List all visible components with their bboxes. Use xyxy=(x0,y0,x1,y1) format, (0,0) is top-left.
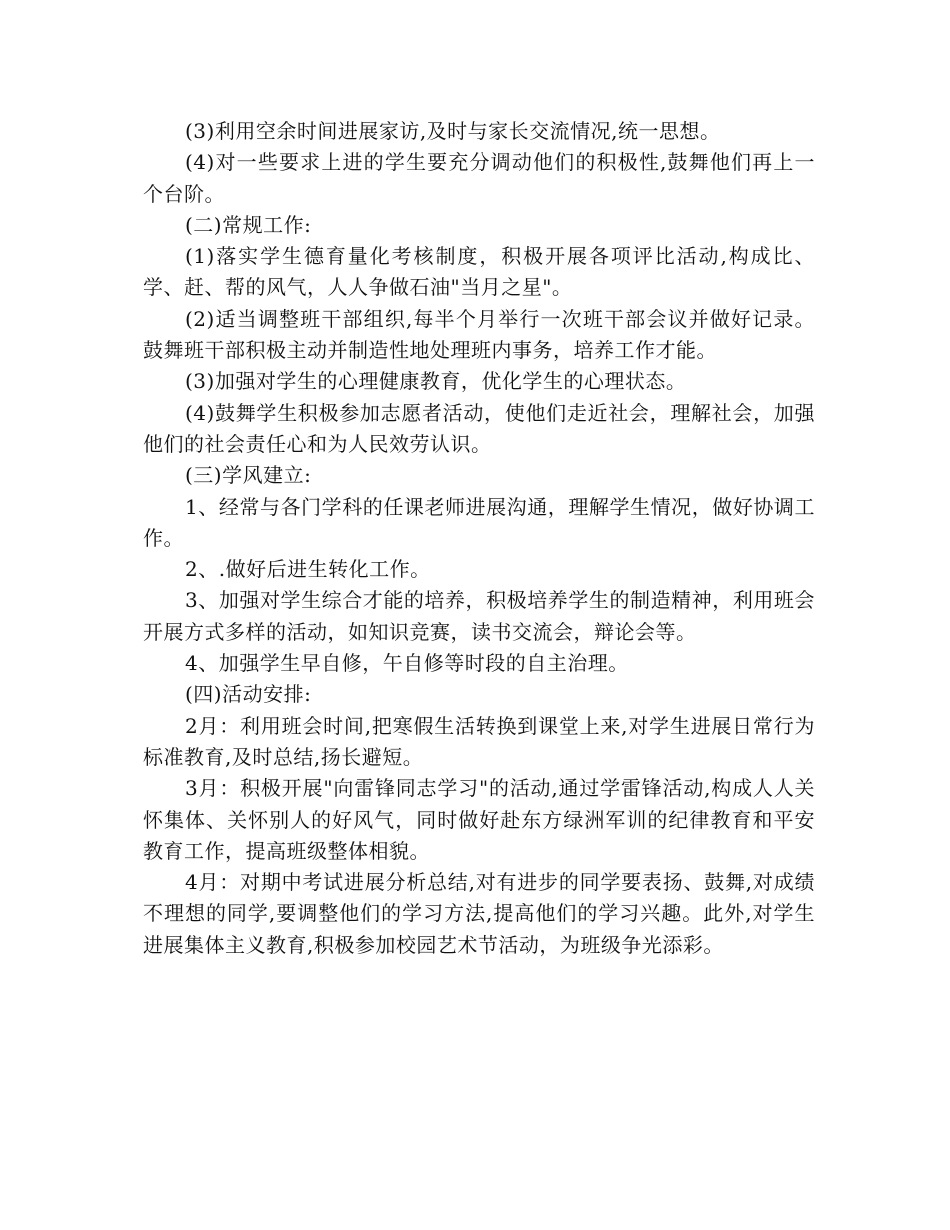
paragraph-struggling-students: 2、.做好后进生转化工作。 xyxy=(185,557,431,582)
paragraph-volunteer: (4)鼓舞学生积极参加志愿者活动，使他们走近社会，理解社会，加强他们的社会责任心和为人民效劳认识。 xyxy=(143,400,815,456)
paragraph-motivate-students: (4)对一些要求上进的学生要充分调动他们的积极性,鼓舞他们再上一个台阶。 xyxy=(143,150,815,206)
paragraph-mental-health: (3)加强对学生的心理健康教育，优化学生的心理状态。 xyxy=(185,369,687,394)
paragraph-march: 3月：积极开展"向雷锋同志学习"的活动,通过学雷锋活动,构成人人关怀集体、关怀别人的好风气，同时做好赴东方绿洲军训的纪律教育和平安教育工作，提高班级整体相貌。 xyxy=(143,776,815,863)
paragraph-class-cadres: (2)适当调整班干部组织,每半个月举行一次班干部会议并做好记录。鼓舞班干部积极主动并制造性地处理班内事务，培养工作才能。 xyxy=(143,306,815,363)
paragraph-home-visits: (3)利用空余时间进展家访,及时与家长交流情况,统一思想。 xyxy=(185,119,721,143)
paragraph-self-management: 4、加强学生早自修，午自修等时段的自主治理。 xyxy=(185,651,629,676)
section-heading-activities: (四)活动安排: xyxy=(185,682,312,707)
section-heading-study-style: (三)学风建立: xyxy=(185,463,312,488)
paragraph-teacher-communication: 1、经常与各门学科的任课老师进展沟通，理解学生情况，做好协调工作。 xyxy=(143,494,815,550)
paragraph-february: 2月：利用班会时间,把寒假生活转换到课堂上来,对学生进展日常行为标准教育,及时总结,扬长避短。 xyxy=(143,713,815,769)
paragraph-april: 4月：对期中考试进展分析总结,对有进步的同学要表扬、鼓舞,对成绩不理想的同学,要调整他们的学习方法,提高他们的学习兴趣。此外,对学生进展集体主义教育,积极参加校园艺术节活动，为班级争光添彩。 xyxy=(143,870,815,957)
section-heading-routine-work: (二)常规工作: xyxy=(185,212,312,237)
paragraph-ability-training: 3、加强对学生综合才能的培养，积极培养学生的制造精神，利用班会开展方式多样的活动，如知识竞赛，读书交流会，辩论会等。 xyxy=(143,588,815,644)
paragraph-moral-assessment: (1)落实学生德育量化考核制度，积极开展各项评比活动,构成比、学、赶、帮的风气，人人争做石油"当月之星"。 xyxy=(143,244,815,300)
document-page xyxy=(143,116,815,961)
